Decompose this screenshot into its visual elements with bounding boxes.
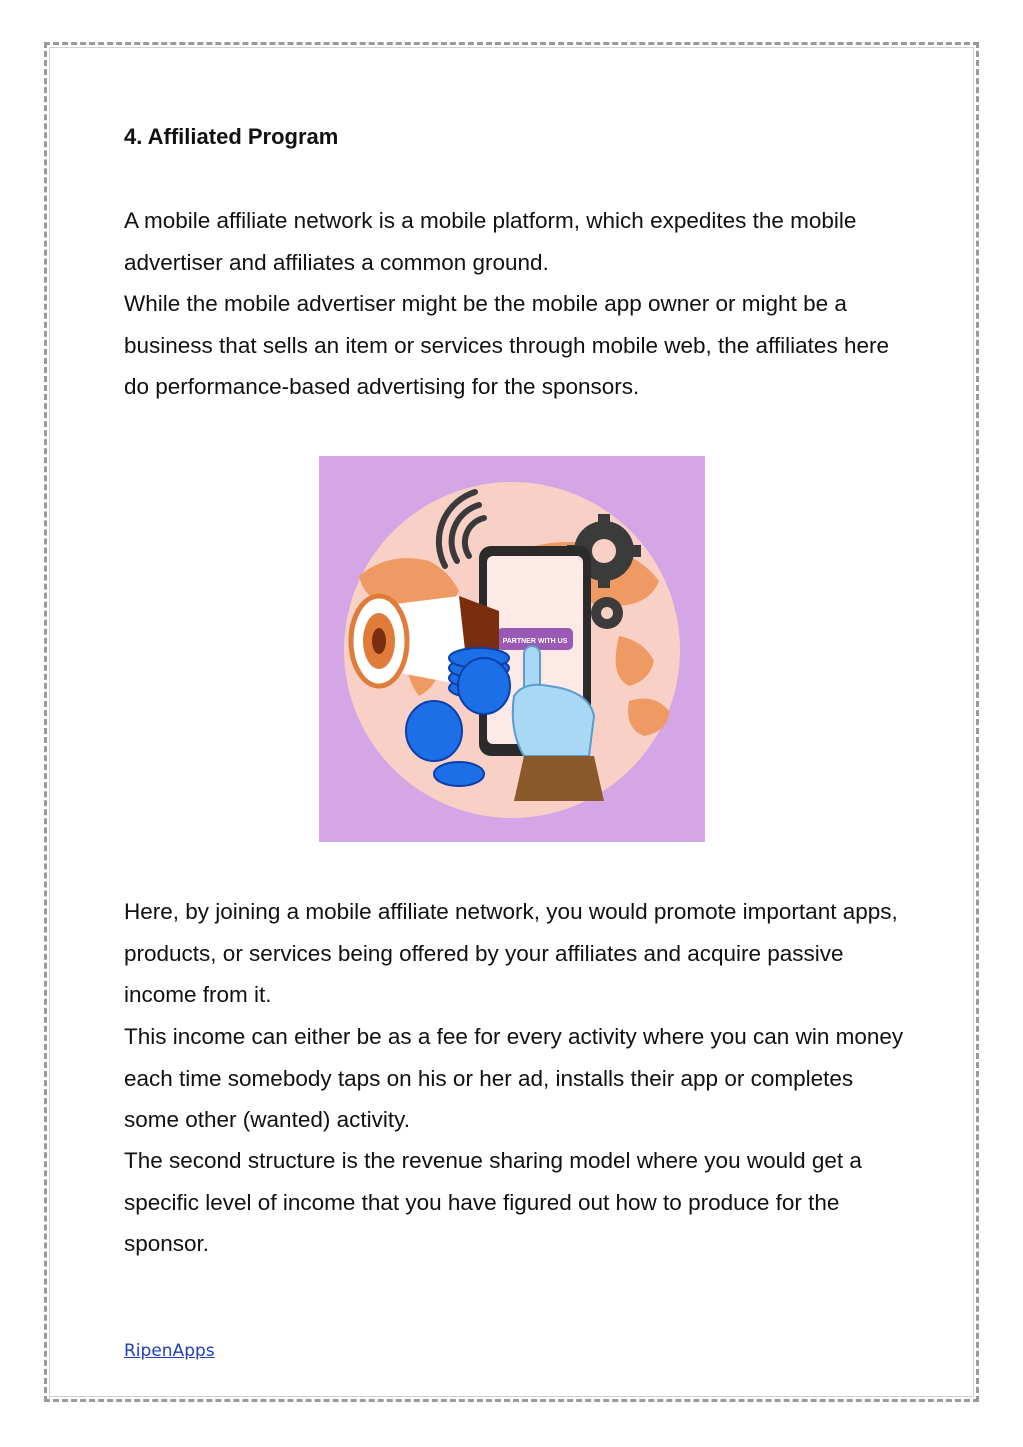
footer-link-ripenapps[interactable]: RipenApps [124, 1341, 215, 1361]
affiliate-illustration [319, 456, 705, 842]
gear-small-icon [591, 597, 623, 629]
paragraph-5: The second structure is the revenue sharing model where you would get a specific level of income that you have figured out how to produce for the sponsor. [124, 1148, 862, 1256]
paragraph-3: Here, by joining a mobile affiliate network, you would promote important apps, products, or services being offered by your affiliates and acquire passive income from it. [124, 899, 898, 1007]
partner-button-label: PARTNER WITH US [502, 638, 568, 645]
section-heading: 4. Affiliated Program [124, 124, 339, 149]
paragraph-4: This income can either be as a fee for every activity where you can win money each time somebody taps on his or her ad, installs their app or completes some other (wanted) activity. [124, 1024, 904, 1132]
paragraph-2: While the mobile advertiser might be the mobile app owner or might be a business that sells an item or services through mobile web, the affiliates here do performance-based advertising for the sponsors. [124, 291, 889, 399]
paragraph-1: A mobile affiliate network is a mobile platform, which expedites the mobile advertiser and affiliates a common ground. [124, 208, 857, 275]
